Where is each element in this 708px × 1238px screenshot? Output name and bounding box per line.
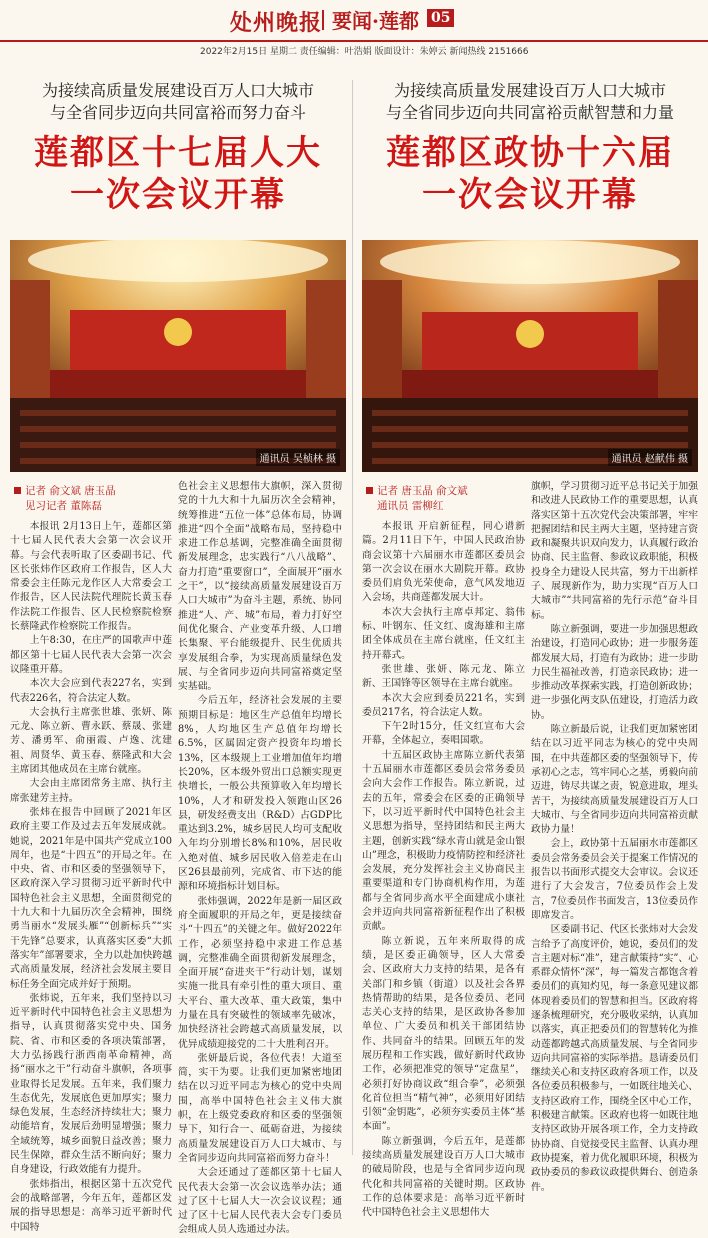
masthead-divider [322,10,324,30]
paragraph: 张炜强调，2022年是新一届区政府全面履职的开局之年，更是接续奋斗“十四五”的关键之年。做好2022年工作，必须坚持稳中求进工作总基调，完整准确全面贯彻新发展理念，全面开展“奋进夹干”行动计划，谋划实施一批具有牵引性的重大项目、重大平台、重大改革、重大政策，集中力量在具有突破性的领域率先破冰，加快经济社会跨越式高质量发展，以优异成绩迎接党的二十大胜利召开。 [178,895,342,1050]
paragraph: 张炜指出，根据区第十五次党代会的战略部署，今年五年，莲都区发展的指导思想是：高举习近平新时代中国特 [10,1178,172,1233]
left-byline-intern: 见习记者 董陈磊 [25,500,102,512]
auditorium-image [362,240,698,472]
right-photo-credit: 通讯员 赵献伟 摄 [608,449,692,466]
paragraph: 陈立新最后说，让我们更加紧密团结在以习近平同志为核心的党中央周围，在中共莲都区委的坚强领导下，传承初心之志，笃牢同心之基，勇毅向前迈进，铸尽共谋之责，锐意进取，埋头苦干，为接续高质量发展建设百万人口大城市、与全省同步迈向共同富裕贡献政协力量！ [531,724,698,836]
right-news-photo [362,240,698,472]
section-name: 要闻·莲都 [332,9,419,33]
right-article-column-1 [362,520,525,1219]
auditorium-image [10,240,346,472]
left-photo-credit: 通讯员 吴桢林 摄 [256,449,340,466]
paragraph: 张世雄、张妍、陈元龙、陈立新、王国锋等区领导在主席台就座。 [362,663,525,690]
left-news-photo [10,240,346,472]
byline-marker [366,487,373,494]
masthead [0,0,708,42]
paragraph: 大会还通过了莲都区第十七届人民代表大会第一次会议选举办法；通过了区十七届人大一次会议议程；通过了区十七届人民代表大会专门委员会组成人员人选通过办法。 [178,1167,342,1236]
left-byline-reporters: 记者 俞文斌 唐玉晶 [25,485,116,497]
left-kicker-2: 与全省同步迈向共同富裕而努力奋斗 [49,103,306,122]
right-byline-reporters: 记者 唐玉晶 俞文斌 [377,485,468,497]
column-divider [352,80,353,1155]
left-article-column-2 [178,480,342,1236]
paragraph: 陈立新强调，要进一步加强思想政治建设，打造同心政协；进一步服务莲都发展大局，打造有为政协；进一步助力民生福祉改善，打造亲民政协；进一步推动改革探索实践，打造创新政协；进一步强化两支队伍建设，打造活力政协。 [531,623,698,721]
paragraph: 张妍最后说，各位代表！大道至简，实干为要。让我们更加紧密地团结在以习近平同志为核心的党中央周围，高举中国特色社会主义伟大旗帜，在上级党委政府和区委的坚强领导下，知行合一、砥砺奋进，为接续高质量发展建设百万人口大城市、与全省同步迈向共同富裕而努力奋斗！ [178,1052,342,1164]
paragraph: 大会执行主席张世雄、张妍、陈元龙、陈立新、曹永跃、蔡晟、张建芳、潘勇军、俞丽霞、卢逸、沈建祖、周贤华、黄玉春、蔡隆武和大会主席团其他成员在主席台就座。 [10,706,172,776]
byline-marker [14,487,21,494]
paragraph: 本次大会应到委员221名，实到委员217名，符合法定人数。 [362,692,525,718]
paragraph: 本次大会执行主席卓邦定、翁伟标、叶钢东、任文红、虞海雄和主席团全体成员在主席台就座，任文红主持开幕式。 [362,606,525,661]
right-article-column-2 [531,480,698,1193]
page-number: 05 [427,9,454,27]
paragraph: 陈立新说，五年来所取得的成绩，是区委正确领导，区人大常委会、区政府大力支持的结果，是各有关部门和乡镇（街道）以及社会各界热情帮助的结果，是各位委员、老同志关心支持的结果，是区政协各参加单位、广大委员和机关干部团结协作、共同奋斗的结果。回顾五年的发展历程和工作实践，做好新时代政协工作，必须把准党的领导“定盘星”，必须打好协商议政“组合拳”，必须强化首位担当“精气神”，必须用好团结引领“金钥匙”，必须夯实委员主体“基本面”。 [362,935,525,1133]
paragraph: 下午2时15分，任文红宣布大会开幕，全体起立，奏唱国歌。 [362,721,525,747]
paragraph: 本次大会应到代表227名，实到代表226名，符合法定人数。 [10,678,172,704]
paragraph: 色社会主义思想伟大旗帜，深入贯彻党的十九大和十九届历次全会精神，统筹推进“五位一体”总体布局，协调推进“四个全面”战略布局，坚持稳中求进工作总基调，完整准确全面贯彻新发展理念，忠实践行“八八战略”、奋力打造“重要窗口”，全面展开“丽水之干”，以“接续高质量发展建设百万人口大城市”为奋斗主题，系统、协同推进“人、产、城”布局，着力打好空间优化聚合、产业变革升级、人口增长集聚、平台能级提升、民生优质共享发展组合拳，为实现高质量绿色发展、与全省同步迈向共同富裕奠定坚实基础。 [178,481,342,693]
left-headline-2: 一次会议开幕 [70,175,286,215]
right-article-header [360,80,700,216]
paragraph: 十五届区政协主席陈立新代表第十五届丽水市莲都区委员会常务委员会向大会作工作报告。陈立新说，过去的五年，常委会在区委的正确领导下，以习近平新时代中国特色社会主义思想为指导，坚持团结和民主两大主题，创新实践“绿水青山就是金山银山”理念，积极助力疫情防控和经济社会发展，充分发挥社会主义协商民主重要渠道和专门协商机构作用，为莲都与全省同步高水平全面建成小康社会并迈向共同富裕新征程作出了积极贡献。 [362,749,525,933]
paragraph: 本报讯 开启新征程，同心谱新篇。2月11日下午，中国人民政治协商会议第十六届丽水市莲都区委员会第一次会议在丽水大剧院开幕。政协委员们肩负光荣使命，意气风发地迈入会场，共商莲都发展大计。 [362,521,525,604]
left-byline [14,484,116,514]
left-kicker-1: 为接续高质量发展建设百万人口大城市 [41,81,314,100]
right-headline-2: 一次会议开幕 [422,175,638,215]
right-byline-correspondent: 通讯员 雷柳红 [377,500,444,512]
left-article-header [8,80,348,216]
paragraph: 张炜在报告中回顾了2021年区政府主要工作及过去五年发展成就。她说，2021年是中国共产党成立100周年，也是“十四五”的开局之年。在中央、省、市和区委的坚强领导下，区政府深入学习贯彻习近平新时代中国特色社会主义思想，全面贯彻党的十九大和十九届历次全会精神，围绕勇当丽水“发展头雁”“创新标兵”“实干先锋”总要求，认真落实区委“大抓落实年”部署要求，全力以赴加快跨越式高质量发展，经济社会发展主要目标任务全面完成并好于预期。 [10,806,172,990]
right-kicker-2: 与全省同步迈向共同富裕贡献智慧和力量 [385,103,674,122]
left-headline-1: 莲都区十七届人大 [34,133,322,173]
right-headline-1: 莲都区政协十六届 [386,133,674,173]
paragraph: 上午8:30，在庄严的国歌声中莲都区第十七届人民代表大会第一次会议隆重开幕。 [10,635,172,675]
paragraph: 会上，政协第十五届丽水市莲都区委员会常务委员会关于提案工作情况的报告以书面形式提交大会审议。会议还进行了大会发言，7位委员作会上发言，7位委员作书面发言，13位委员作即席发言。 [531,838,698,921]
issue-meta-line: 2022年2月15日 星期二 责任编辑：叶浩娟 版面设计：朱婷云 新闻热线 2151666 [200,47,529,57]
paragraph: 旗帜，学习贯彻习近平总书记关于加强和改进人民政协工作的重要思想，认真落实区第十五次党代会决策部署，牢牢把握团结和民主两大主题，坚持建言资政和凝聚共识双向发力，认真履行政治协商、民主监督、参政议政职能，积极投身全力建设人民共富，努力干出新样子、展现新作为，助力实现“百万人口大城市”“共同富裕的先行示范”奋斗目标。 [531,481,698,621]
paragraph: 今后五年，经济社会发展的主要预期目标是：地区生产总值年均增长8%，人均地区生产总值年均增长6.5%，区属固定资产投资年均增长13%，区本级规上工业增加值年均增长20%，区本级外贸出口总额实现更快增长，一般公共预算收入年均增长10%，人才和研发投入领跑山区26县，研发经费支出（R&D）占GDP比重达到3.2%，城乡居民人均可支配收入年均分别增长8%和10%，居民收入绝对值、城乡居民收入倍差走在山区26县最前列，完成省、市下达的能源和环境指标计划目标。 [178,695,342,893]
right-byline [366,484,468,514]
paragraph: 张炜说，五年来，我们坚持以习近平新时代中国特色社会主义思想为指导，认真贯彻落实党中央、国务院、省、市和区委的各项决策部署，大力弘扬践行浙西南革命精神，高扬“丽水之干”行动奋斗旗帜，各项事业取得长足发展。五年来，我们聚力生态优先，发展底色更加厚实；聚力绿色发展，生态经济持续壮大；聚力动能培育，发展后劲明显增强；聚力全域统筹，城乡面貌日益改善；聚力民生保障，群众生活不断向好；聚力自身建设，行政效能有力提升。 [10,992,172,1176]
paragraph: 陈立新强调，今后五年，是莲都接续高质量发展建设百万人口大城市的破局阶段，也是与全省同步迈向现代化和共同富裕的关键时期。区政协工作的总体要求是：高举习近平新时代中国特色社会主义思想伟大 [362,1135,525,1219]
paragraph: 大会由主席团常务主席、执行主席张建芳主持。 [10,778,172,804]
paragraph: 本报讯 2月13日上午，莲都区第十七届人民代表大会第一次会议开幕。与会代表听取了区委副书记、代区长张炜作区政府工作报告，区人大常委会主任陈元龙作区人大常委会工作报告，区人民法院代理院长黄玉春作法院工作报告、区人民检察院检察长蔡隆武作检察院工作报告。 [10,521,172,633]
newspaper-name: 处州晚报 [230,10,323,36]
right-kicker-1: 为接续高质量发展建设百万人口大城市 [393,81,666,100]
paragraph: 区委副书记、代区长张炜对大会发言给予了高度评价，她说，委员们的发言主题对标“准”，建言献策持“实”、心系群众情怀“深”，每一篇发言都饱含着委员们的真知灼见，每一条意见建议都体现着委员们的智慧和担当。区政府将逐条梳理研究，充分吸收采纳，认真加以落实，真正把委员们的智慧转化为推动莲都跨越式高质量发展、与全省同步迈向共同富裕的实际举措。恳请委员们继续关心和支持区政府各项工作，以及各位委员积极参与，一如既往地关心、支持区政府工作，围绕全区中心工作，积极建言献策。区政府也将一如既往地支持区政协开展各项工作，全力支持政协协商、自觉接受民主监督、认真办理政协提案，着力优化履职环境，积极为政协委员的参政议政提供舞台、创造条件。 [531,924,698,1193]
left-article-column-1 [10,520,172,1233]
